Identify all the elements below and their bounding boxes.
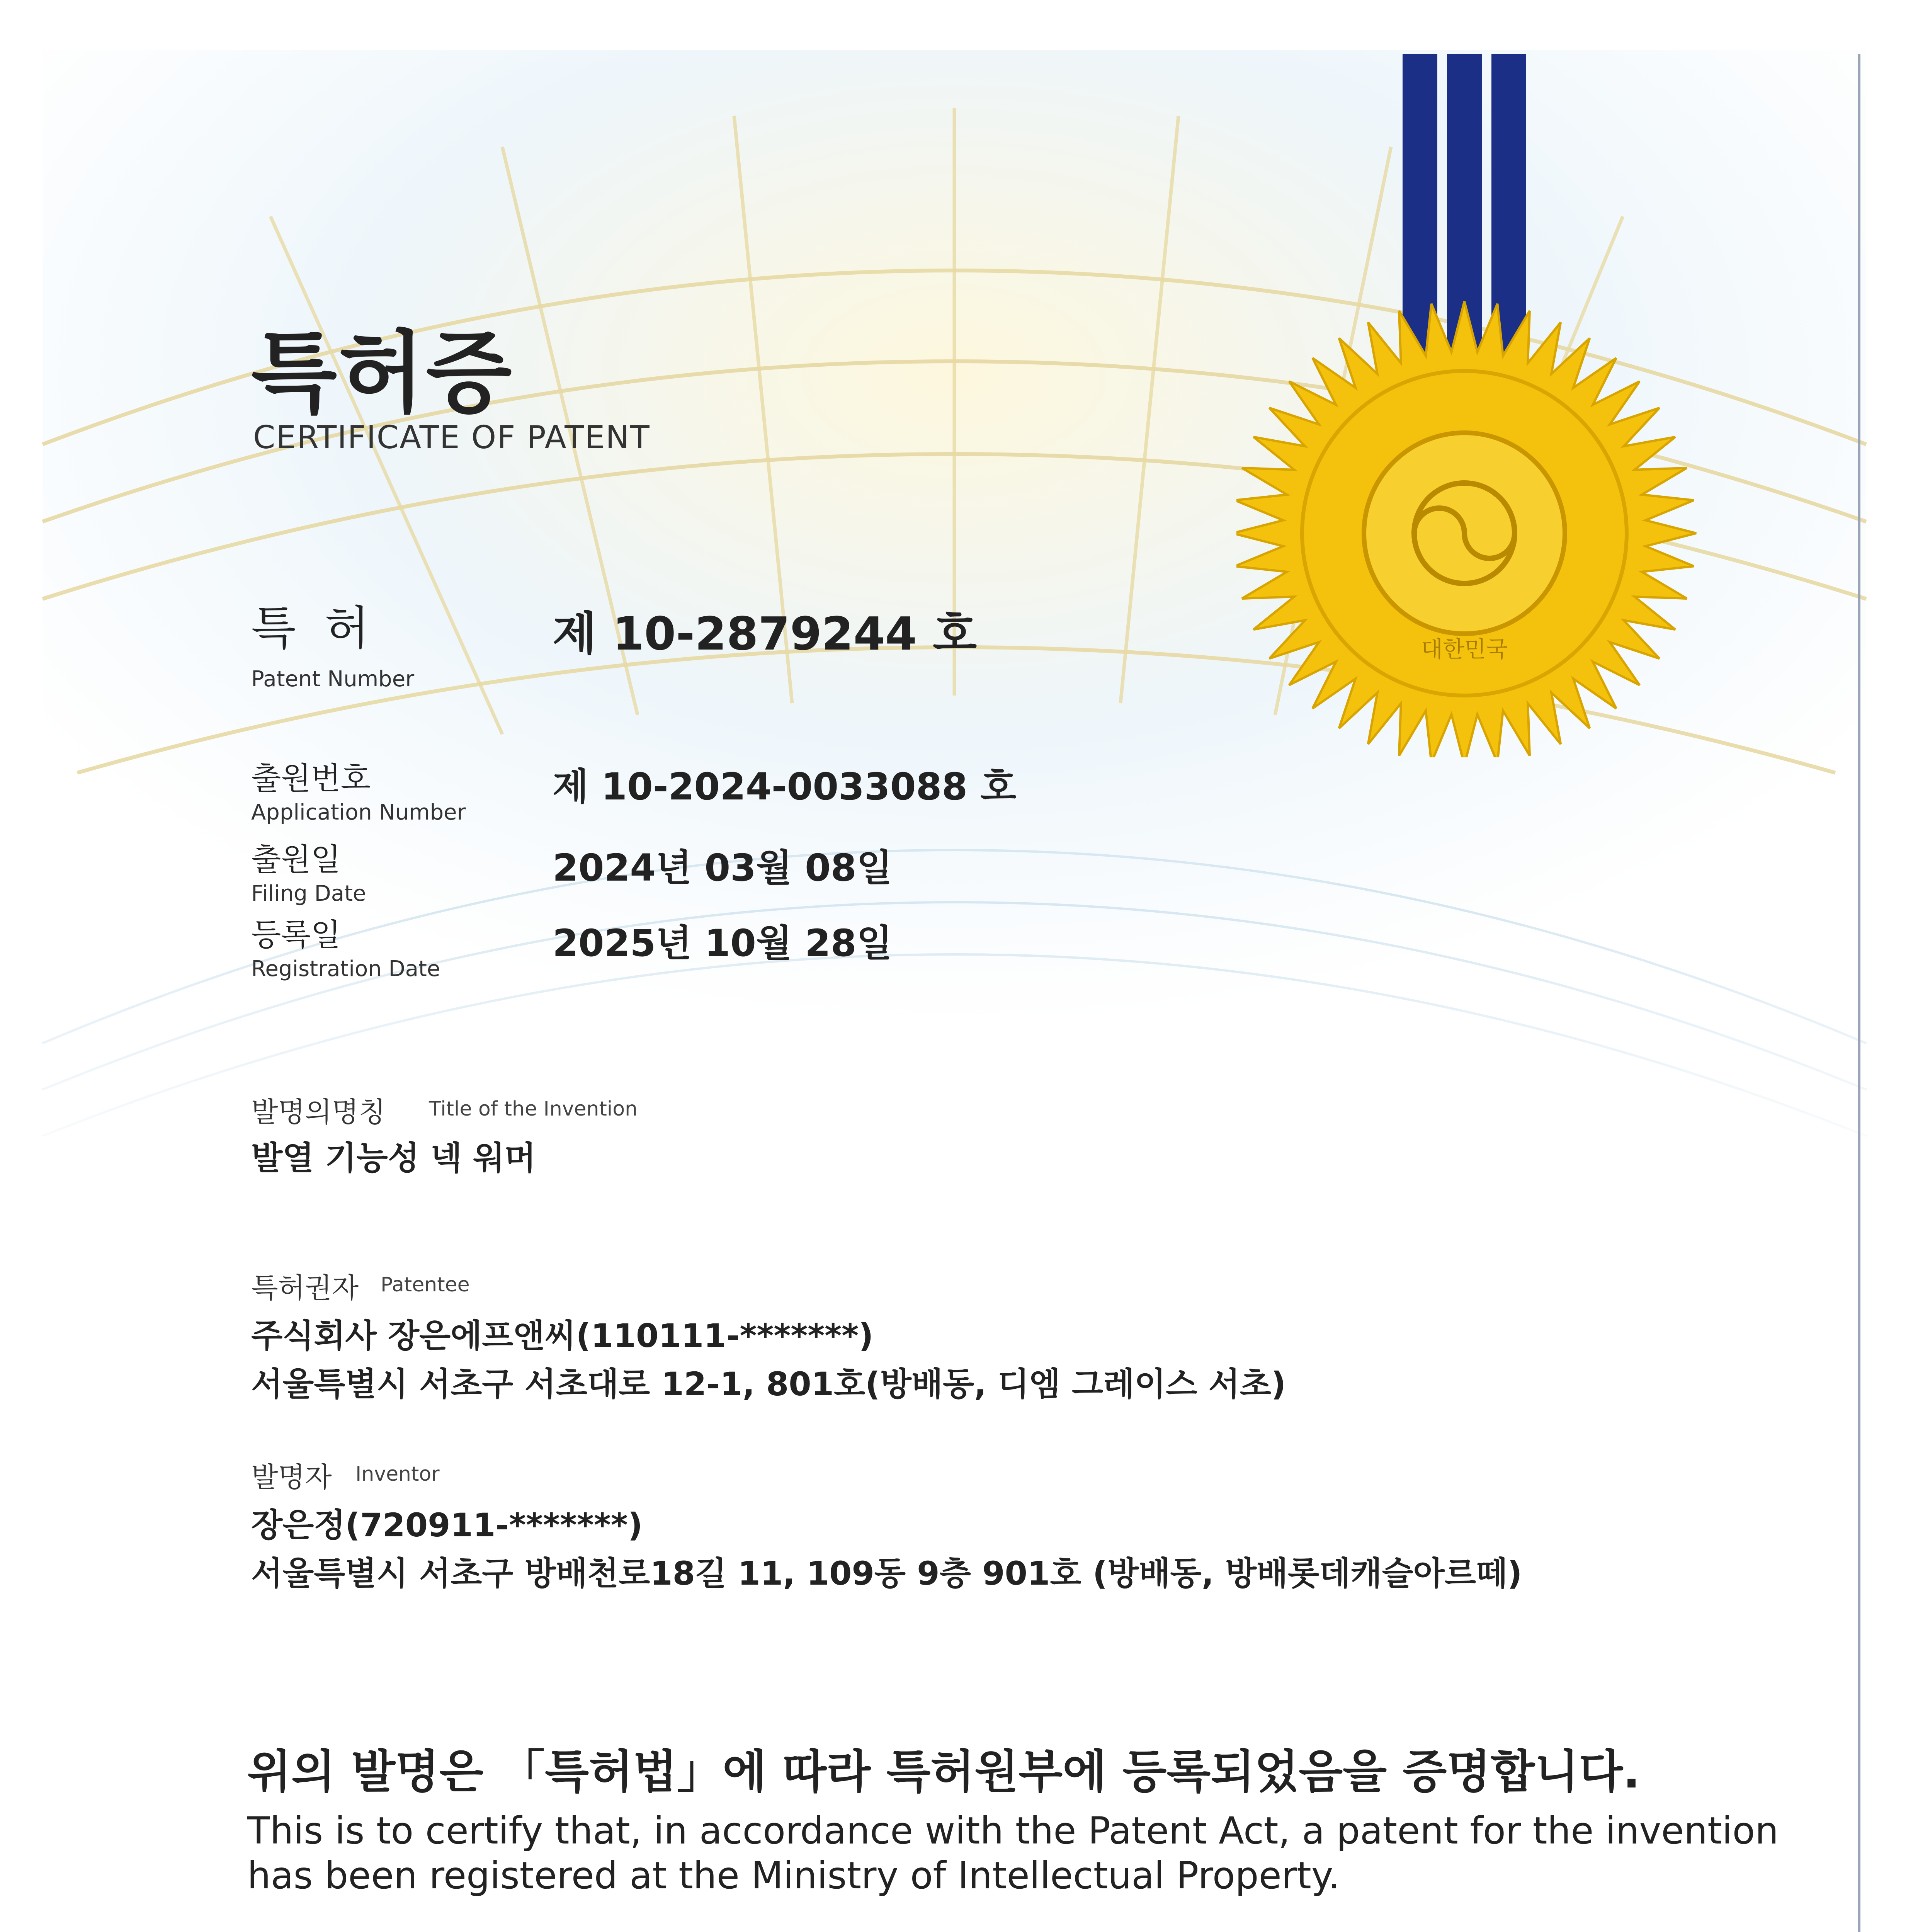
filing-date-label-en: Filing Date xyxy=(251,881,366,906)
patentee-label: 특허권자 xyxy=(251,1272,359,1304)
application-number-label-en: Application Number xyxy=(251,800,466,825)
certification-text-ko: 위의 발명은 「특허법」에 따라 특허원부에 등록되었음을 증명합니다. xyxy=(247,1745,1640,1798)
medal-ribbon-text: 대한민국 xyxy=(1421,636,1508,662)
invention-title-label: 발명의명칭 xyxy=(251,1096,386,1128)
patentee-address: 서울특별시 서초구 서초대로 12-1, 801호(방배동, 디엠 그레이스 서초) xyxy=(251,1365,1286,1403)
filing-date-label: 출원일 xyxy=(251,842,341,878)
patent-number-value: 제 10-2879244 호 xyxy=(553,607,977,660)
certification-text-en-line1: This is to certify that, in accordance with the Patent Act, a patent for the invention xyxy=(247,1809,1779,1852)
certification-text-en xyxy=(247,1808,1793,1898)
invention-title-value: 발열 기능성 넥 워머 xyxy=(251,1139,536,1177)
inventor-name: 장은정(720911-*******) xyxy=(251,1506,643,1544)
inventor-label: 발명자 xyxy=(251,1461,332,1493)
patentee-name: 주식회사 장은에프앤씨(110111-*******) xyxy=(251,1317,874,1355)
patentee-label-en: Patentee xyxy=(381,1273,470,1296)
patent-number-label: 특 허 xyxy=(251,602,376,655)
inventor-label-en: Inventor xyxy=(355,1463,440,1486)
gold-medal-seal xyxy=(1236,54,1700,757)
patent-number-label-en: Patent Number xyxy=(251,667,415,692)
registration-date-label-en: Registration Date xyxy=(251,956,440,981)
application-number-value: 제 10-2024-0033088 호 xyxy=(553,765,1017,808)
certificate-title: 특허증 xyxy=(251,322,514,425)
filing-date-value: 2024년 03월 08일 xyxy=(553,846,893,889)
certification-text-en-line2: has been registered at the Ministry of Intellectual Property. xyxy=(247,1854,1340,1897)
certificate-title-en: CERTIFICATE OF PATENT xyxy=(253,419,650,456)
application-number-label: 출원번호 xyxy=(251,760,371,796)
registration-date-value: 2025년 10월 28일 xyxy=(553,922,893,965)
invention-title-label-en: Title of the Invention xyxy=(429,1097,638,1121)
registration-date-label: 등록일 xyxy=(251,917,341,953)
inventor-address: 서울특별시 서초구 방배천로18길 11, 109동 9층 901호 (방배동, 방배롯데캐슬아르떼) xyxy=(251,1554,1522,1592)
